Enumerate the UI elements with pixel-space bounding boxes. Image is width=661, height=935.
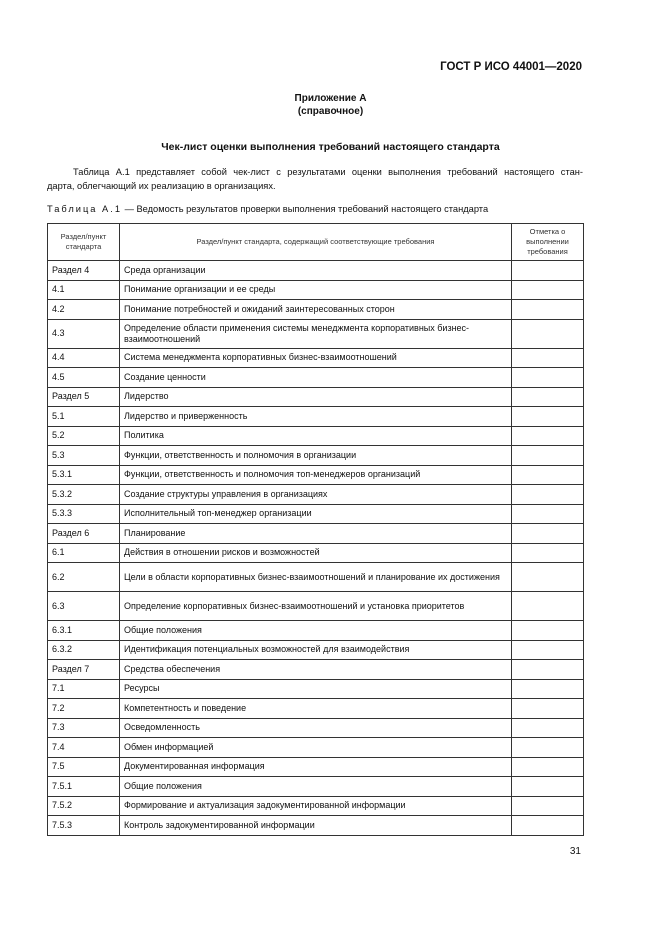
row-title: Понимание организации и ее среды (120, 280, 512, 300)
row-mark (512, 524, 584, 544)
table-row (48, 640, 584, 660)
row-clause: 5.3.3 (48, 504, 120, 524)
table-caption (47, 204, 488, 214)
row-clause: 7.5.1 (48, 777, 120, 797)
row-title: Определение корпоративных бизнес-взаимоотношений и установка приоритетов (120, 592, 512, 621)
row-title: Лидерство (120, 387, 512, 407)
table-header-row (48, 224, 584, 261)
row-mark (512, 485, 584, 505)
row-clause: 7.1 (48, 679, 120, 699)
header-title: Раздел/пункт стандарта, содержащий соответствующие требования (120, 224, 512, 261)
row-title: Функции, ответственность и полномочия в организации (120, 446, 512, 466)
row-mark (512, 387, 584, 407)
row-clause: 4.4 (48, 348, 120, 368)
table-row (48, 348, 584, 368)
row-clause: 7.4 (48, 738, 120, 758)
row-clause: 5.1 (48, 407, 120, 427)
row-mark (512, 563, 584, 592)
row-clause: 7.3 (48, 718, 120, 738)
intro-paragraph (47, 166, 583, 193)
header-mark: Отметка о выполнении требования (512, 224, 584, 261)
row-title: Среда организации (120, 261, 512, 281)
table-row (48, 407, 584, 427)
row-title: Средства обеспечения (120, 660, 512, 680)
row-mark (512, 426, 584, 446)
row-title: Исполнительный топ-менеджер организации (120, 504, 512, 524)
table-row (48, 485, 584, 505)
row-mark (512, 407, 584, 427)
table-row (48, 621, 584, 641)
table-row (48, 446, 584, 466)
row-mark (512, 738, 584, 758)
row-title: Документированная информация (120, 757, 512, 777)
table-row (48, 543, 584, 563)
row-title: Создание ценности (120, 368, 512, 388)
row-clause: 5.3 (48, 446, 120, 466)
annex-title-block (0, 92, 661, 118)
row-clause: 7.5.3 (48, 816, 120, 836)
row-clause: 6.1 (48, 543, 120, 563)
row-mark (512, 679, 584, 699)
row-mark (512, 543, 584, 563)
row-mark (512, 446, 584, 466)
row-mark (512, 718, 584, 738)
table-row (48, 563, 584, 592)
row-clause: 4.2 (48, 300, 120, 320)
table-row (48, 660, 584, 680)
row-clause: 6.3.2 (48, 640, 120, 660)
row-title: Система менеджмента корпоративных бизнес-взаимоотношений (120, 348, 512, 368)
row-title: Планирование (120, 524, 512, 544)
row-clause: 7.2 (48, 699, 120, 719)
row-clause: 4.3 (48, 319, 120, 348)
row-title: Контроль задокументированной информации (120, 816, 512, 836)
row-clause: 5.3.2 (48, 485, 120, 505)
table-row (48, 699, 584, 719)
table-row (48, 261, 584, 281)
row-mark (512, 280, 584, 300)
row-mark (512, 261, 584, 281)
row-title: Лидерство и приверженность (120, 407, 512, 427)
row-clause: Раздел 6 (48, 524, 120, 544)
row-title: Компетентность и поведение (120, 699, 512, 719)
annex-title: Приложение А (294, 93, 367, 104)
row-mark (512, 368, 584, 388)
row-mark (512, 777, 584, 797)
row-title: Ресурсы (120, 679, 512, 699)
row-title: Общие положения (120, 621, 512, 641)
row-mark (512, 757, 584, 777)
table-row (48, 465, 584, 485)
table-row (48, 280, 584, 300)
table-row (48, 504, 584, 524)
checklist-table (47, 223, 584, 836)
row-mark (512, 640, 584, 660)
table-row (48, 816, 584, 836)
row-clause: 4.1 (48, 280, 120, 300)
table-row (48, 796, 584, 816)
row-mark (512, 699, 584, 719)
row-title: Понимание потребностей и ожиданий заинтересованных сторон (120, 300, 512, 320)
table-row (48, 319, 584, 348)
table-row (48, 426, 584, 446)
row-mark (512, 660, 584, 680)
annex-subtitle: (справочное) (297, 106, 364, 117)
row-clause: 6.3 (48, 592, 120, 621)
row-mark (512, 465, 584, 485)
row-mark (512, 816, 584, 836)
row-mark (512, 796, 584, 816)
table-caption-text: — Ведомость результатов проверки выполнения требований настоящего стандарта (122, 204, 489, 214)
row-clause: 5.2 (48, 426, 120, 446)
row-mark (512, 504, 584, 524)
table-row (48, 757, 584, 777)
table-row (48, 738, 584, 758)
table-row (48, 524, 584, 544)
row-clause: 6.2 (48, 563, 120, 592)
row-title: Осведомленность (120, 718, 512, 738)
row-title: Определение области применения системы менеджмента корпоративных бизнес-взаимоотношений (120, 319, 512, 348)
row-clause: 7.5 (48, 757, 120, 777)
row-title: Функции, ответственность и полномочия топ-менеджеров организаций (120, 465, 512, 485)
row-title: Обмен информацией (120, 738, 512, 758)
row-title: Цели в области корпоративных бизнес-взаимоотношений и планирование их достижения (120, 563, 512, 592)
table-row (48, 592, 584, 621)
row-title: Создание структуры управления в организациях (120, 485, 512, 505)
row-title: Идентификация потенциальных возможностей для взаимодействия (120, 640, 512, 660)
table-row (48, 777, 584, 797)
table-row (48, 679, 584, 699)
row-clause: 6.3.1 (48, 621, 120, 641)
row-clause: Раздел 5 (48, 387, 120, 407)
table-row (48, 300, 584, 320)
table-row (48, 718, 584, 738)
intro-line-2: дарта, облегчающий их реализацию в организациях. (47, 180, 276, 191)
row-title: Формирование и актуализация задокументированной информации (120, 796, 512, 816)
header-clause: Раздел/пункт стандарта (48, 224, 120, 261)
table-caption-label: Таблица А.1 (47, 204, 122, 214)
row-clause: 4.5 (48, 368, 120, 388)
section-heading: Чек-лист оценки выполнения требований настоящего стандарта (161, 141, 500, 153)
row-title: Общие положения (120, 777, 512, 797)
row-mark (512, 592, 584, 621)
table-row (48, 368, 584, 388)
row-clause: Раздел 4 (48, 261, 120, 281)
intro-line-1: Таблица А.1 представляет собой чек-лист с результатами оценки выполнения требований настоящего стан- (73, 167, 583, 177)
row-mark (512, 621, 584, 641)
row-title: Политика (120, 426, 512, 446)
table-row (48, 387, 584, 407)
row-clause: Раздел 7 (48, 660, 120, 680)
row-mark (512, 348, 584, 368)
row-mark (512, 300, 584, 320)
row-clause: 7.5.2 (48, 796, 120, 816)
row-title: Действия в отношении рисков и возможностей (120, 543, 512, 563)
row-mark (512, 319, 584, 348)
row-clause: 5.3.1 (48, 465, 120, 485)
page-number: 31 (569, 846, 581, 857)
standard-identifier: ГОСТ Р ИСО 44001—2020 (440, 61, 582, 73)
